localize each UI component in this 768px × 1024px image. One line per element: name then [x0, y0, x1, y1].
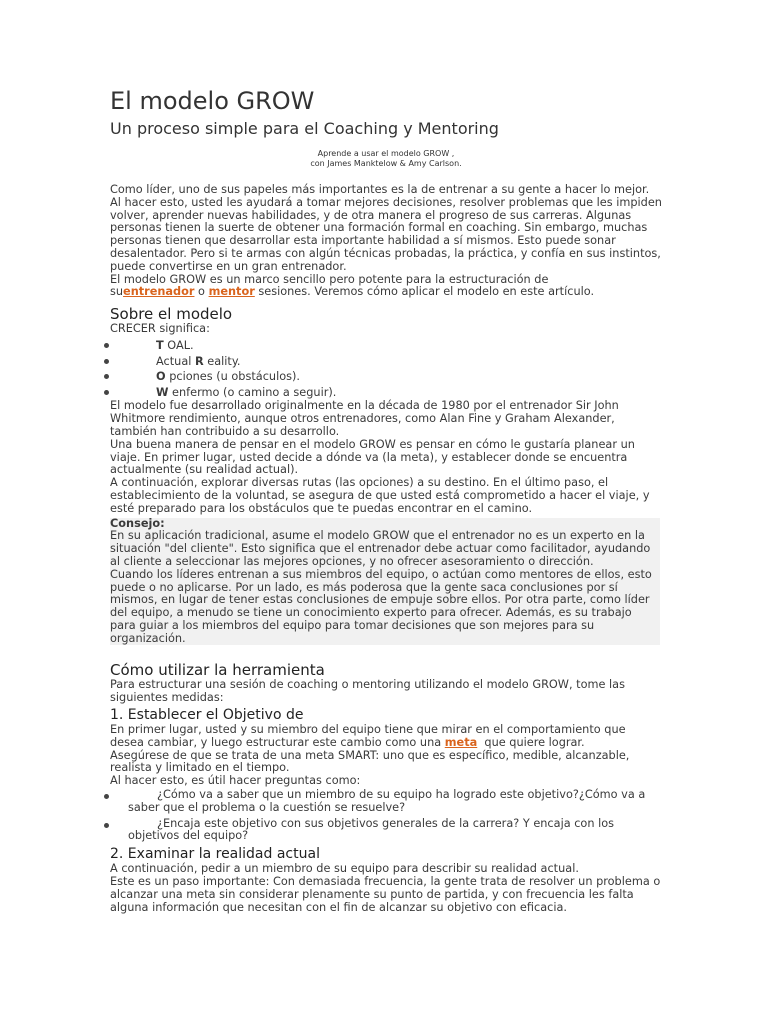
intro-links-line [110, 286, 662, 299]
grow-list [110, 338, 662, 400]
byline [110, 149, 662, 169]
step-2-paragraph-1: A continuación, pedir a un miembro de su equipo para describir su realidad actual. [110, 862, 579, 876]
grow-letter: O [156, 370, 166, 384]
list-item [110, 369, 662, 385]
list-item [110, 354, 662, 370]
entrenador-link[interactable]: entrenador [123, 285, 195, 299]
list-item [110, 385, 662, 401]
intro-paragraph-2: Al hacer esto, usted les ayudará a tomar mejores decisiones, resolver problemas que les impiden volver, aprender nuevas habilidades, y de otra manera el progreso de sus carreras. Algunas personas tienen la suerte de obtener una formación formal en coaching. Sin embargo, muchas personas tienen que desarrollar esta importante habilidad a sí mismos. Esto puede sonar desalentador. Pero si te armas con algún técnicas probadas, la práctica, y confía en sus instintos, puede convertirse en un gran entrenador. [110, 195, 662, 273]
tip-box [110, 518, 660, 646]
page-title: El modelo GROW [110, 87, 315, 115]
document-page [110, 86, 662, 914]
step-1-paragraph-1 [110, 724, 662, 750]
grow-rest: pciones (u obstáculos). [165, 370, 301, 384]
grow-rest: eality. [203, 354, 241, 368]
intro-links-suffix: sesiones. Veremos cómo aplicar el modelo en este artículo. [254, 285, 595, 299]
list-item [110, 338, 662, 354]
tip-paragraph-1: En su aplicación tradicional, asume el modelo GROW que el entrenador no es un experto en la situación "del cliente". Esto significa que el entrenador debe actuar como facilitador, ayudando al cliente a seleccionar las mejores opciones, y no ofrecer asesoramiento o dirección. [110, 529, 651, 568]
grow-rest: enfermo (o camino a seguir). [168, 385, 337, 399]
intro-links-prefix: su [110, 285, 124, 299]
byline-line-2: con James Manktelow & Amy Carlson. [310, 159, 462, 168]
step-2-paragraph-2: Este es un paso importante: Con demasiada frecuencia, la gente trata de resolver un problema o alcanzar una meta sin considerar plenamente su punto de partida, y con frecuencia les falta alguna información que necesitan con el fin de alcanzar su objetivo con eficacia. [110, 875, 661, 914]
intro-links-mid: o [194, 285, 209, 299]
grow-rest: OAL. [163, 338, 194, 352]
tip-paragraph-2: Cuando los líderes entrenan a sus miembros del equipo, o actúan como mentores de ellos, esto puede o no aplicarse. Por un lado, es más poderosa que la gente saca conclusiones por sí mismos, en lugar de tener estas conclusiones de empuje sobre ellos. Por otra parte, como líder del equipo, a menudo se tiene un conocimiento experto para ofrecer. Además, es su trabajo para guiar a los miembros del equipo para tomar decisiones que son mejores para su organización. [110, 567, 652, 645]
sobre-paragraph-2: Una buena manera de pensar en el modelo GROW es pensar en cómo le gustaría planear un viaje. En primer lugar, usted decide a dónde va (la meta), y establecer donde se encuentra actualmente (su realidad actual). [110, 437, 635, 477]
step-1-paragraph-3: Al hacer esto, es útil hacer preguntas como: [110, 774, 361, 788]
meta-link[interactable]: meta [444, 735, 478, 749]
intro-section [110, 184, 662, 299]
sobre-paragraph-3: A continuación, explorar diversas rutas (las opciones) a su destino. En el último paso, el establecimiento de la voluntad, se asegura de que usted está comprometido a hacer el viaje, y esté preparado para los obstáculos que te puedas encontrar en el camino. [110, 476, 650, 515]
intro-paragraph-3: El modelo GROW es un marco sencillo pero potente para la estructuración de [110, 272, 549, 286]
sobre-paragraph-1: El modelo fue desarrollado originalmente en la década de 1980 por el entrenador Sir John Whitmore rendimiento, aunque otros entrenadores, como Alan Fine y Graham Alexander, también han contribuido a su desarrollo. [110, 399, 619, 438]
grow-letter: W [156, 385, 169, 399]
step-1-text: En primer lugar, usted y su miembro del equipo tiene que mirar en el comportamiento que desea cambiar, y luego estructurar este cambio como una [110, 723, 626, 749]
list-item: ¿Encaja este objetivo con sus objetivos generales de la carrera? Y encaja con los objetivos del equipo? [110, 818, 662, 844]
step-1-paragraph-2: Asegúrese de que se trata de una meta SMART: uno que es específico, medible, alcanzable, realista y limitado en el tiempo. [110, 748, 630, 775]
section-heading-sobre: Sobre el modelo [110, 305, 233, 324]
grow-letter: T [156, 338, 164, 352]
step-2-heading: 2. Examinar la realidad actual [110, 846, 320, 863]
tip-heading: Consejo: [110, 516, 165, 530]
mentor-link[interactable]: mentor [208, 285, 255, 299]
intro-paragraph-1: Como líder, uno de sus papeles más importantes es la de entrenar a su gente a hacer lo mejor. [110, 183, 650, 196]
page-subtitle: Un proceso simple para el Coaching y Mentoring [110, 119, 499, 138]
questions-list [110, 789, 662, 843]
step-1-heading: 1. Establecer el Objetivo de [110, 707, 304, 724]
grow-letter: R [194, 354, 204, 368]
step-1-text-after: que quiere lograr. [477, 735, 585, 749]
section-heading-como: Cómo utilizar la herramienta [110, 661, 325, 680]
grow-pre: Actual [156, 354, 195, 368]
list-item: ¿Cómo va a saber que un miembro de su equipo ha logrado este objetivo?¿Cómo va a saber que el problema o la cuestión se resuelve? [110, 789, 662, 815]
byline-line-1: Aprende a usar el modelo GROW , [317, 149, 455, 158]
como-lead: Para estructurar una sesión de coaching o mentoring utilizando el modelo GROW, tome las siguientes medidas: [110, 678, 625, 705]
sobre-lead: CRECER significa: [110, 322, 210, 336]
